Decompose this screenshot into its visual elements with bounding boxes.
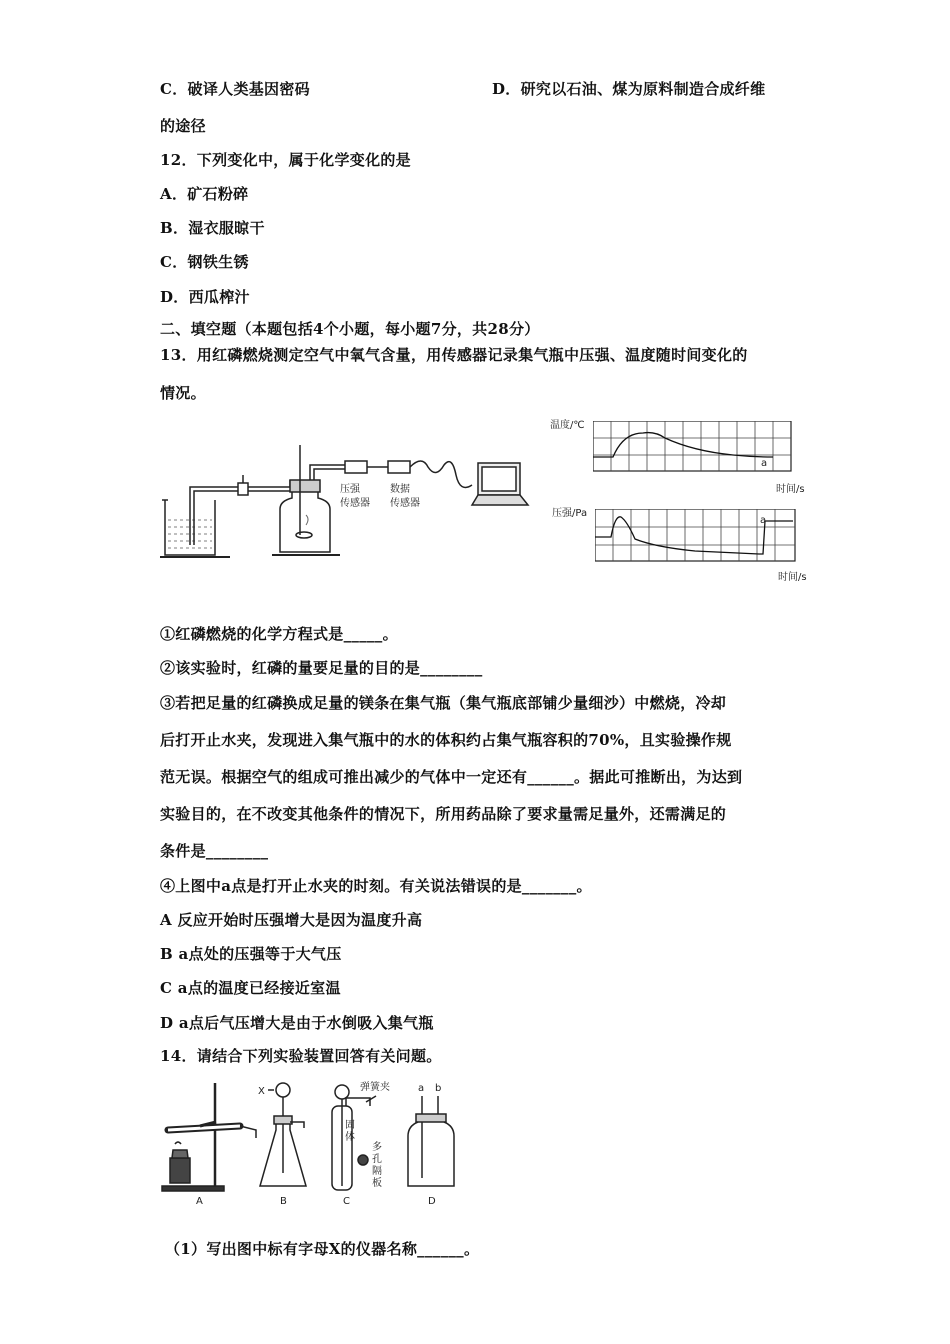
q13-sub3-line5: 条件是________ <box>160 842 269 860</box>
q11-option-d: D．研究以石油、煤为原料制造合成纤维 <box>492 80 766 98</box>
apparatus-d-label: D <box>428 1196 436 1207</box>
data-sensor-label: 数据 <box>390 484 410 495</box>
apparatus-c-label: C <box>343 1196 350 1207</box>
connecting-tube-icon <box>190 475 294 545</box>
q12-option-d: D．西瓜榨汁 <box>160 288 250 306</box>
q12-option-c: C．钢铁生锈 <box>160 253 249 271</box>
q11-option-d-continued: 的途径 <box>160 117 206 135</box>
porous-plate-label-4: 板 <box>372 1178 382 1189</box>
apparatus-d-icon <box>408 1096 454 1186</box>
pressure-chart <box>595 509 797 563</box>
apparatus-a-label: A <box>196 1196 203 1207</box>
q12-option-a: A．矿石粉碎 <box>160 185 249 203</box>
port-b-label: b <box>435 1083 442 1094</box>
q13-sub4: ④上图中a点是打开止水夹的时刻。有关说法错误的是_______。 <box>160 877 592 895</box>
data-sensor-label-2: 传感器 <box>390 498 420 509</box>
temperature-axis-label: 温度/℃ <box>550 420 585 431</box>
q12-stem: 12．下列变化中，属于化学变化的是 <box>160 151 411 169</box>
apparatus-a-icon <box>162 1083 256 1191</box>
q13-sub3-line4: 实验目的，在不改变其他条件的情况下，所用药品除了要求量需足量外，还需满足的 <box>160 805 727 823</box>
q12-option-b: B．湿衣服晾干 <box>160 219 265 237</box>
porous-plate-label-1: 多 <box>372 1142 382 1153</box>
q13-choice-d: D a点后气压增大是由于水倒吸入集气瓶 <box>160 1014 434 1032</box>
apparatus-b-label: B <box>280 1196 287 1207</box>
q13-choice-c: C a点的温度已经接近室温 <box>160 979 341 997</box>
q13-choice-a: A 反应开始时压强增大是因为温度升高 <box>160 911 423 929</box>
q13-choice-b: B a点处的压强等于大气压 <box>160 945 342 963</box>
spring-clip-label: 弹簧夹 <box>360 1082 390 1093</box>
temperature-chart <box>593 421 793 473</box>
pressure-time-axis: 时间/s <box>778 572 807 583</box>
x-label: X <box>258 1086 265 1097</box>
solid-label-2: 体 <box>345 1132 355 1143</box>
section-title: 二、填空题（本题包括4个小题，每小题7分，共28分） <box>160 320 540 338</box>
beaker-icon <box>160 500 230 557</box>
q13-stem: 13．用红磷燃烧测定空气中氧气含量，用传感器记录集气瓶中压强、温度随时间变化的 <box>160 346 748 364</box>
temperature-point-a: a <box>761 458 768 469</box>
pressure-axis-label: 压强/Pa <box>552 508 588 519</box>
q14-sub1: （1）写出图中标有字母X的仪器名称______。 <box>165 1240 480 1258</box>
q11-option-c: C．破译人类基因密码 <box>160 80 310 98</box>
collecting-bottle-icon <box>272 445 340 555</box>
pressure-sensor-label: 压强 <box>340 484 360 495</box>
laptop-icon <box>472 463 528 505</box>
q13-apparatus-figure <box>160 435 540 565</box>
q13-sub3-line3: 范无误。根据空气的组成可推出减少的气体中一定还有______。据此可推断出，为达到 <box>160 768 743 786</box>
q13-sub2: ②该实验时，红磷的量要足量的目的是________ <box>160 659 483 677</box>
porous-plate-label-2: 孔 <box>372 1154 382 1165</box>
solid-label-1: 固 <box>345 1120 355 1131</box>
q13-sub3-line1: ③若把足量的红磷换成足量的镁条在集气瓶（集气瓶底部铺少量细沙）中燃烧，冷却 <box>160 694 727 712</box>
pressure-point-a: a <box>760 515 767 526</box>
q14-apparatus-figure <box>160 1078 470 1208</box>
apparatus-b-icon <box>260 1083 306 1186</box>
q13-sub1: ①红磷燃烧的化学方程式是_____。 <box>160 625 398 643</box>
q14-stem: 14．请结合下列实验装置回答有关问题。 <box>160 1047 442 1065</box>
q13-sub3-line2: 后打开止水夹，发现进入集气瓶中的水的体积约占集气瓶容积的70%，且实验操作规 <box>160 731 732 749</box>
q13-stem-continued: 情况。 <box>160 384 206 402</box>
temperature-time-axis: 时间/s <box>776 484 805 495</box>
port-a-label: a <box>418 1083 425 1094</box>
pressure-sensor-label-2: 传感器 <box>340 498 370 509</box>
porous-plate-label-3: 隔 <box>372 1166 382 1177</box>
